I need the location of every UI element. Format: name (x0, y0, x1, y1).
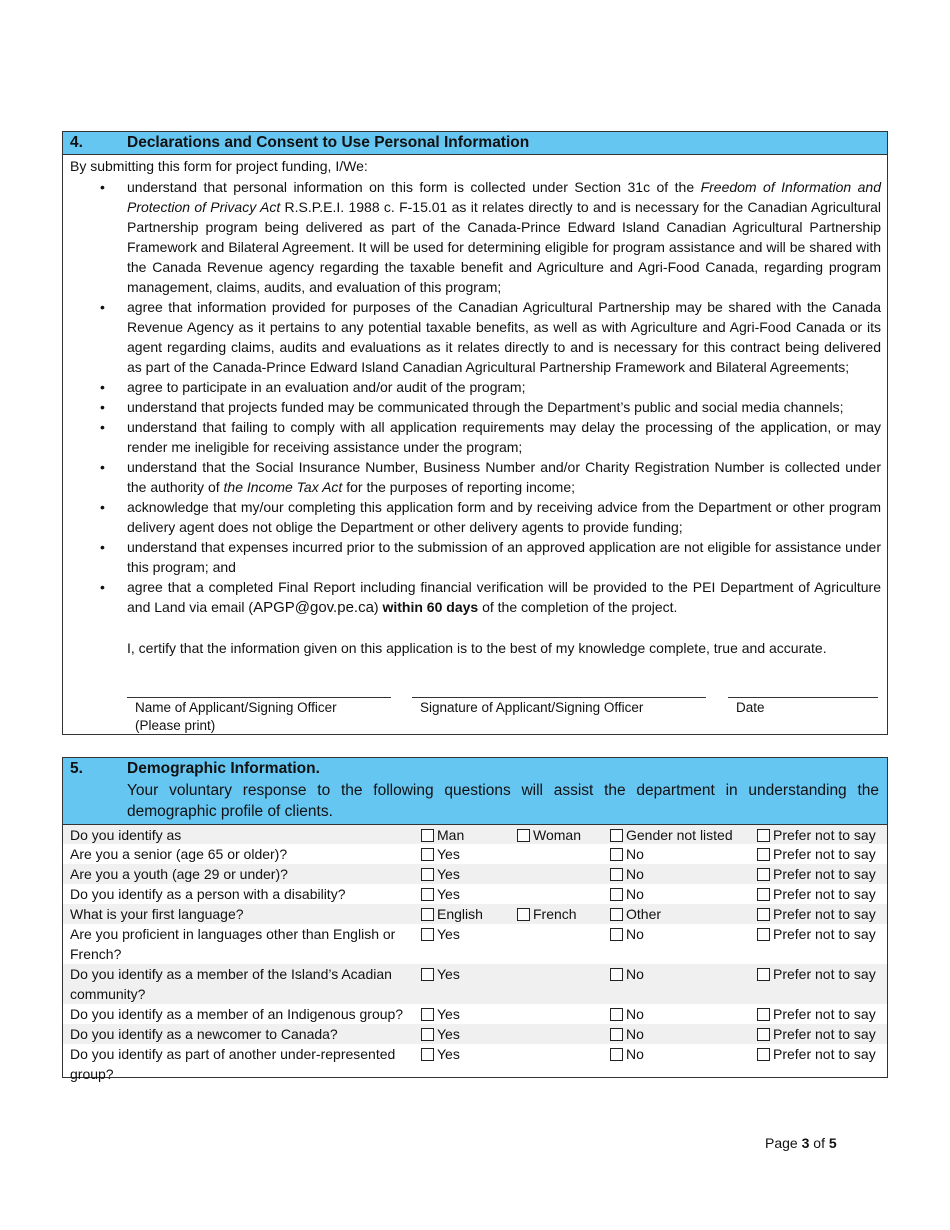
option-other[interactable]: Other (610, 904, 661, 924)
option-no[interactable]: No (610, 964, 644, 984)
name-label: Name of Applicant/Signing Officer (Please print) (135, 700, 337, 733)
checkbox-icon[interactable] (421, 848, 434, 861)
bullet-icon: • (100, 419, 105, 435)
question-label: What is your first language? (70, 906, 244, 922)
declaration-item: • agree to participate in an evaluation and/or audit of the program; (100, 379, 526, 395)
option-yes[interactable]: Yes (421, 844, 460, 864)
checkbox-icon[interactable] (421, 928, 434, 941)
option-prefer-not-to-say[interactable]: Prefer not to say (757, 844, 876, 864)
bullet-icon: • (100, 399, 105, 415)
declarations-header (63, 132, 887, 155)
bullet-icon: • (100, 539, 105, 555)
section-subtitle: Your voluntary response to the following questions will assist the department in understanding the demographic profile of clients. (127, 782, 879, 820)
bullet-icon: • (100, 459, 105, 475)
checkbox-icon[interactable] (757, 1028, 770, 1041)
option-yes[interactable]: Yes (421, 864, 460, 884)
question-label: Do you identify as a newcomer to Canada? (70, 1026, 338, 1042)
checkbox-icon[interactable] (610, 908, 623, 921)
demographic-row-under-represented (63, 1044, 887, 1082)
declaration-item: • understand that personal information on this form is collected under Section 31c of the Freedom of Information and Protection of Privacy Act R.S.P.E.I. 1988 c. F-15.01 as it relates directly to and is necessary for the Canadian Agricultural Partnership program being delivered as part of the Canada-Prince Edward Island Canadian Agricultural Partnership Framework and Bilateral Agreement. It will be used for determining eligible for program assistance and will be shared with the Canada Revenue agency regarding the taxable benefit and Agriculture and Agri-Food Canada, regarding program management, claims, audits, and evaluation of this program; (100, 179, 882, 295)
email-link[interactable]: APGP@gov.pe.ca (253, 599, 374, 616)
checkbox-icon[interactable] (517, 908, 530, 921)
option-no[interactable]: No (610, 864, 644, 884)
page-number: Page 3 of 5 (765, 1135, 837, 1151)
checkbox-icon[interactable] (610, 1028, 623, 1041)
checkbox-icon[interactable] (421, 968, 434, 981)
date-line[interactable] (728, 697, 878, 698)
declarations-section (62, 131, 888, 735)
option-no[interactable]: No (610, 884, 644, 904)
date-label: Date (736, 700, 765, 715)
question-label: Do you identify as a member of the Island’s Acadian community? (70, 966, 392, 1002)
demographic-section (62, 757, 888, 1082)
checkbox-icon[interactable] (757, 968, 770, 981)
option-prefer-not-to-say[interactable]: Prefer not to say (757, 825, 876, 845)
signature-label: Signature of Applicant/Signing Officer (420, 700, 644, 715)
demographic-header (63, 758, 887, 825)
demographic-row-language (63, 904, 887, 924)
declarations-intro: By submitting this form for project funding, I/We: (70, 158, 368, 174)
checkbox-icon[interactable] (610, 1048, 623, 1061)
demographic-row-gender (63, 825, 887, 844)
option-no[interactable]: No (610, 844, 644, 864)
checkbox-icon[interactable] (421, 1008, 434, 1021)
option-prefer-not-to-say[interactable]: Prefer not to say (757, 904, 876, 924)
checkbox-icon[interactable] (610, 888, 623, 901)
bullet-icon: • (100, 579, 105, 595)
section-title: Demographic Information. (127, 760, 320, 777)
demographic-row-acadian (63, 964, 887, 1004)
option-no[interactable]: No (610, 1044, 644, 1064)
checkbox-icon[interactable] (421, 888, 434, 901)
question-label: Do you identify as (70, 827, 182, 843)
section-title: Declarations and Consent to Use Personal Information (127, 134, 530, 151)
option-yes[interactable]: Yes (421, 1044, 460, 1064)
option-yes[interactable]: Yes (421, 1024, 460, 1044)
question-label: Are you a senior (age 65 or older)? (70, 846, 288, 862)
option-no[interactable]: No (610, 924, 644, 944)
certification-statement: I, certify that the information given on this application is to the best of my knowledge complete, true and accurate. (127, 640, 827, 656)
declaration-item: • acknowledge that my/our completing this application form and by receiving advice from the Department or other program delivery agent does not oblige the Department or other delivery agents to provide funding; (100, 499, 881, 535)
option-man[interactable]: Man (421, 825, 464, 845)
bullet-icon: • (100, 299, 105, 315)
question-label: Do you identify as part of another under-represented group? (70, 1046, 396, 1082)
bullet-icon: • (100, 379, 105, 395)
option-yes[interactable]: Yes (421, 964, 460, 984)
checkbox-icon[interactable] (421, 868, 434, 881)
checkbox-icon[interactable] (757, 1008, 770, 1021)
question-label: Do you identify as a member of an Indigenous group? (70, 1006, 404, 1022)
option-no[interactable]: No (610, 1024, 644, 1044)
option-prefer-not-to-say[interactable]: Prefer not to say (757, 924, 876, 944)
checkbox-icon[interactable] (757, 888, 770, 901)
declaration-item: • understand that failing to comply with all application requirements may delay the processing of the application, or may render me ineligible for receiving assistance under the program; (100, 419, 881, 455)
option-prefer-not-to-say[interactable]: Prefer not to say (757, 884, 876, 904)
declarations-list (63, 177, 881, 618)
checkbox-icon[interactable] (757, 928, 770, 941)
option-woman[interactable]: Woman (517, 825, 581, 845)
option-french[interactable]: French (517, 904, 577, 924)
checkbox-icon[interactable] (757, 908, 770, 921)
option-english[interactable]: English (421, 904, 483, 924)
checkbox-icon[interactable] (757, 848, 770, 861)
checkbox-icon[interactable] (421, 1048, 434, 1061)
demographic-row-languages-proficient (63, 924, 887, 964)
demographic-row-youth (63, 864, 887, 884)
option-yes[interactable]: Yes (421, 1004, 460, 1024)
checkbox-icon[interactable] (610, 968, 623, 981)
checkbox-icon[interactable] (757, 1048, 770, 1061)
signature-line[interactable] (412, 697, 706, 698)
checkbox-icon[interactable] (517, 829, 530, 842)
checkbox-icon[interactable] (421, 829, 434, 842)
declaration-item: • understand that the Social Insurance Number, Business Number and/or Charity Registration Number is collected under the authority of the Income Tax Act for the purposes of reporting income; (100, 459, 881, 495)
option-prefer-not-to-say[interactable]: Prefer not to say (757, 964, 876, 984)
checkbox-icon[interactable] (757, 829, 770, 842)
option-no[interactable]: No (610, 1004, 644, 1024)
checkbox-icon[interactable] (610, 829, 623, 842)
checkbox-icon[interactable] (610, 848, 623, 861)
question-label: Are you a youth (age 29 or under)? (70, 866, 288, 882)
declaration-item: • understand that projects funded may be communicated through the Department’s public and social media channels; (100, 399, 844, 415)
declaration-item: • understand that expenses incurred prior to the submission of an approved application are not eligible for assistance under this program; and (100, 539, 881, 575)
section-number: 5. (70, 760, 83, 777)
declaration-item: • agree that information provided for purposes of the Canadian Agricultural Partnership may be shared with the Canada Revenue Agency as it pertains to any potential taxable benefits, as well as with Agriculture and Agri-Food Canada or its agent regarding claims, audits and evaluations as it relates directly to and is necessary for this contract being delivered as part of the Canada-Prince Edward Island Canadian Agricultural Partnership Framework and Bilateral Agreements; (100, 299, 881, 375)
name-signature-line[interactable] (127, 697, 391, 698)
checkbox-icon[interactable] (757, 868, 770, 881)
bullet-icon: • (100, 179, 105, 195)
question-label: Do you identify as a person with a disability? (70, 886, 346, 902)
option-prefer-not-to-say[interactable]: Prefer not to say (757, 864, 876, 884)
demographic-row-disability (63, 884, 887, 904)
checkbox-icon[interactable] (421, 908, 434, 921)
bullet-icon: • (100, 499, 105, 515)
option-yes[interactable]: Yes (421, 924, 460, 944)
checkbox-icon[interactable] (610, 1008, 623, 1021)
checkbox-icon[interactable] (610, 868, 623, 881)
question-label: Are you proficient in languages other than English or French? (70, 926, 396, 962)
option-prefer-not-to-say[interactable]: Prefer not to say (757, 1004, 876, 1024)
demographic-row-indigenous (63, 1004, 887, 1024)
declaration-item: • agree that a completed Final Report including financial verification will be provided to the PEI Department of Agriculture and Land via email (APGP@gov.pe.ca) within 60 days of the completion of the project. (100, 579, 881, 616)
option-gender-not-listed[interactable]: Gender not listed (610, 825, 733, 845)
demographic-row-senior (63, 844, 887, 864)
checkbox-icon[interactable] (610, 928, 623, 941)
option-yes[interactable]: Yes (421, 884, 460, 904)
option-prefer-not-to-say[interactable]: Prefer not to say (757, 1044, 876, 1064)
option-prefer-not-to-say[interactable]: Prefer not to say (757, 1024, 876, 1044)
checkbox-icon[interactable] (421, 1028, 434, 1041)
demographic-row-newcomer (63, 1024, 887, 1044)
section-number: 4. (70, 134, 83, 151)
